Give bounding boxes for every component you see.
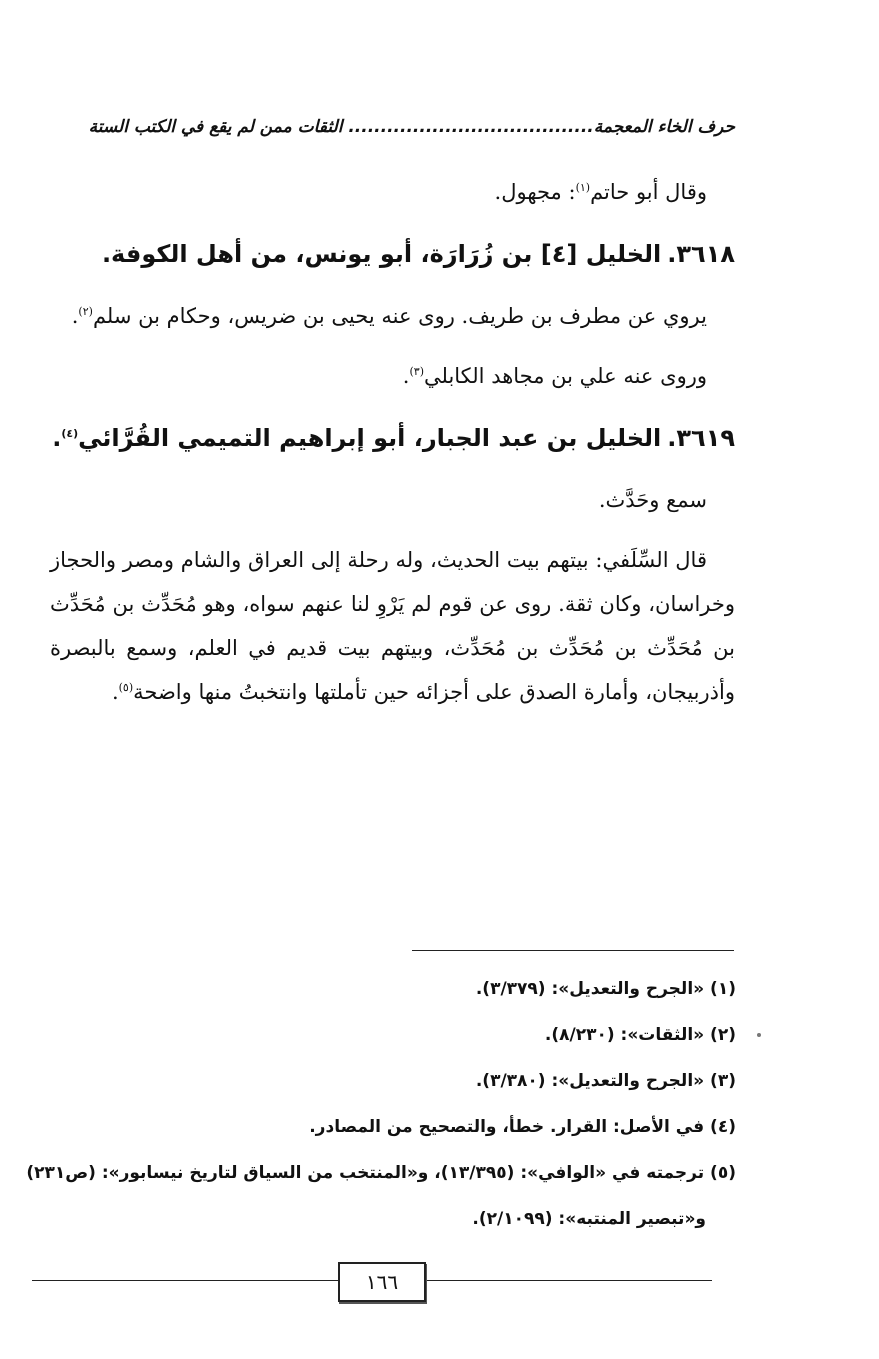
header-book-title: الثقات ممن لم يقع في الكتب الستة: [88, 117, 343, 137]
paragraph-kabuli: [50, 354, 735, 398]
entry-heading-3619: [50, 414, 735, 462]
page-number: ١٦٦: [338, 1262, 426, 1302]
entry-name: الخليل بن عبد الجبار، أبو إبراهيم التميمي القُرَّائي: [78, 424, 662, 452]
paragraph-abu-hatim: [50, 170, 735, 214]
paragraph-silafi-quote: [50, 538, 735, 714]
footnote-1: (١) «الجرح والتعديل»: (٣/٣٧٩).: [475, 979, 736, 999]
entry-name-end: .: [52, 424, 62, 452]
footnote-separator: [412, 950, 734, 951]
entry-number: ٣٦١٨.: [667, 240, 735, 268]
page-body: [50, 170, 735, 730]
footnote-3: (٣) «الجرح والتعديل»: (٣/٣٨٠).: [475, 1071, 736, 1091]
footnote-2: (٢) «الثقات»: (٨/٢٣٠).: [544, 1025, 736, 1045]
running-header: [80, 112, 735, 142]
header-dot-leader: ......................................: [348, 117, 594, 137]
entry-name: الخليل [٤] بن زُرَارَة، أبو يونس، من أهل الكوفة.: [101, 240, 662, 268]
footnote-ref: (١): [575, 181, 591, 194]
paragraph-text: وقال أبو حاتم: [590, 180, 707, 204]
footnote-4: (٤) في الأصل: القرار. خطأ، والتصحيح من المصادر.: [309, 1117, 736, 1137]
footnote-ref: (٢): [78, 305, 93, 318]
paragraph-text-end: .: [71, 304, 79, 328]
footnote-5-continuation: و«تبصير المنتبه»: (٢/١٠٩٩).: [472, 1209, 706, 1229]
paragraph-text: قال السِّلَفي: بيتهم بيت الحديث، وله رحلة إلى العراق والشام ومصر والحجاز وخراسان، وكان ثقة. روى عن قوم لم يَرْوِ لنا عنهم سواه، وهو مُحَدِّث بن مُحَدِّث بن مُحَدِّث بن مُحَدِّث بن مُحَدِّث، وبيتهم بيت قديم في العلم، وسمع بالبصرة وأذربيجان، وأمارة الصدق على أجزائه حين تأملتها وانتخبتُ منها واضحة: [50, 548, 735, 704]
paragraph-text-end: .: [111, 680, 119, 704]
paragraph-text: يروي عن مطرف بن طريف. روى عنه يحيى بن ضريس، وحكام بن سلم: [92, 304, 707, 328]
paragraph-narrators: [50, 294, 735, 338]
paragraph-text-end: .: [402, 364, 410, 388]
entry-number: ٣٦١٩.: [667, 424, 735, 452]
paragraph-text-end: : مجهول.: [494, 180, 576, 204]
paragraph-heard: سمع وحَدَّث.: [598, 488, 707, 512]
footnote-ref: (٤): [61, 427, 79, 440]
paragraph-text: وروى عنه علي بن مجاهد الكابلي: [423, 364, 707, 388]
footnotes: [20, 966, 736, 1242]
entry-heading-3618: [50, 230, 735, 278]
footnote-5: (٥) ترجمته في «الوافي»: (١٣/٣٩٥)، و«المنتخب من السياق لتاريخ نيسابور»: (ص٢٣١): [26, 1163, 736, 1183]
scan-speck: [757, 1033, 761, 1037]
header-section-title: حرف الخاء المعجمة: [593, 117, 735, 137]
footnote-ref: (٣): [409, 365, 424, 378]
footnote-ref: (٥): [118, 681, 134, 694]
